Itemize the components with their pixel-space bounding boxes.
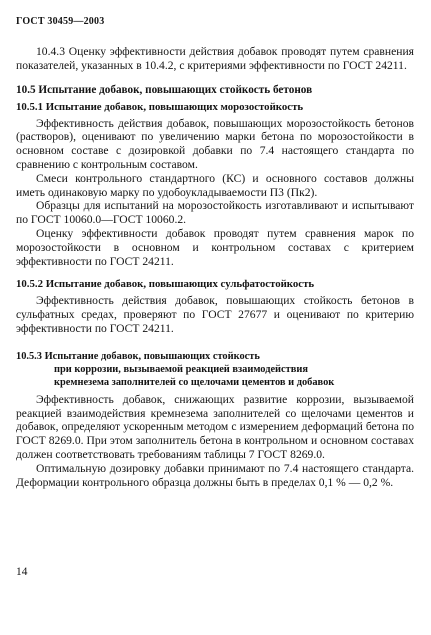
heading-10-5-3-line-3: кремнезема заполнителей со щелочами цементов и добавок [54,376,335,388]
paragraph-10-5-2: Эффективность действия добавок, повышающих стойкость бетонов в сульфатных средах, проверяют по ГОСТ 27677 и оценивают по критерию эффективности по ГОСТ 24211. [16,294,414,335]
paragraph-10-5-1-b: Смеси контрольного стандартного (КС) и основного составов должны иметь одинаковую марку по удобоукладываемости П3 (Пк2). [16,171,414,199]
heading-10-5: 10.5 Испытание добавок, повышающих стойкость бетонов [16,83,313,96]
paragraph-10-5-1-d: Оценку эффективности добавок проводят путем сравнения марок по морозостойкости в основном и контрольном составах с критерием эффективности по ГОСТ 24211. [16,226,414,268]
heading-10-5-3-line-1: 10.5.3 Испытание добавок, повышающих стойкость [16,350,260,362]
document-page [16,14,414,489]
heading-10-5-1: 10.5.1 Испытание добавок, повышающих морозостойкость [16,100,304,113]
heading-10-5-3-line-2: при коррозии, вызываемой реакцией взаимодействия [54,363,308,375]
paragraph-10-5-3-b: Оптимальную дозировку добавки принимают по 7.4 настоящего стандарта. Деформации контрольного образца должны быть в пределах 0,1 % — 0,2 %. [16,461,414,489]
page-header: ГОСТ 30459—2003 [16,16,105,27]
heading-10-5-2: 10.5.2 Испытание добавок, повышающих сульфатостойкость [16,278,315,291]
heading-10-5-3 [16,350,414,389]
paragraph-10-5-1-c: Образцы для испытаний на морозостойкость изготавливают и испытывают по ГОСТ 10060.0—ГОСТ 10060.2. [16,199,414,227]
paragraph-10-5-1-a: Эффективность действия добавок, повышающих морозостойкость бетонов (растворов), оценивают по увеличению марки бетона по морозостойкости в основном составе с дозировкой добавки по 7.4 настоящего стандарта по сравнению с контрольным составом. [16,116,414,171]
paragraph-10-5-3-a: Эффективность добавок, снижающих развитие коррозии, вызываемой реакцией взаимодействия кремнезема заполнителей со щелочами цементов и добавок, определяют ускоренным методом с измерением деформаций бетона по ГОСТ 8269.0. При этом заполнитель бетона в контрольном и основном составах должен соответствовать требованиям таблицы 7 ГОСТ 8269.0. [16,392,414,461]
paragraph-10-4-3: 10.4.3 Оценку эффективности действия добавок проводят путем сравнения показателей, указанных в 10.4.2, с критериями эффективности по ГОСТ 24211. [16,45,414,72]
page-number: 14 [16,566,28,578]
